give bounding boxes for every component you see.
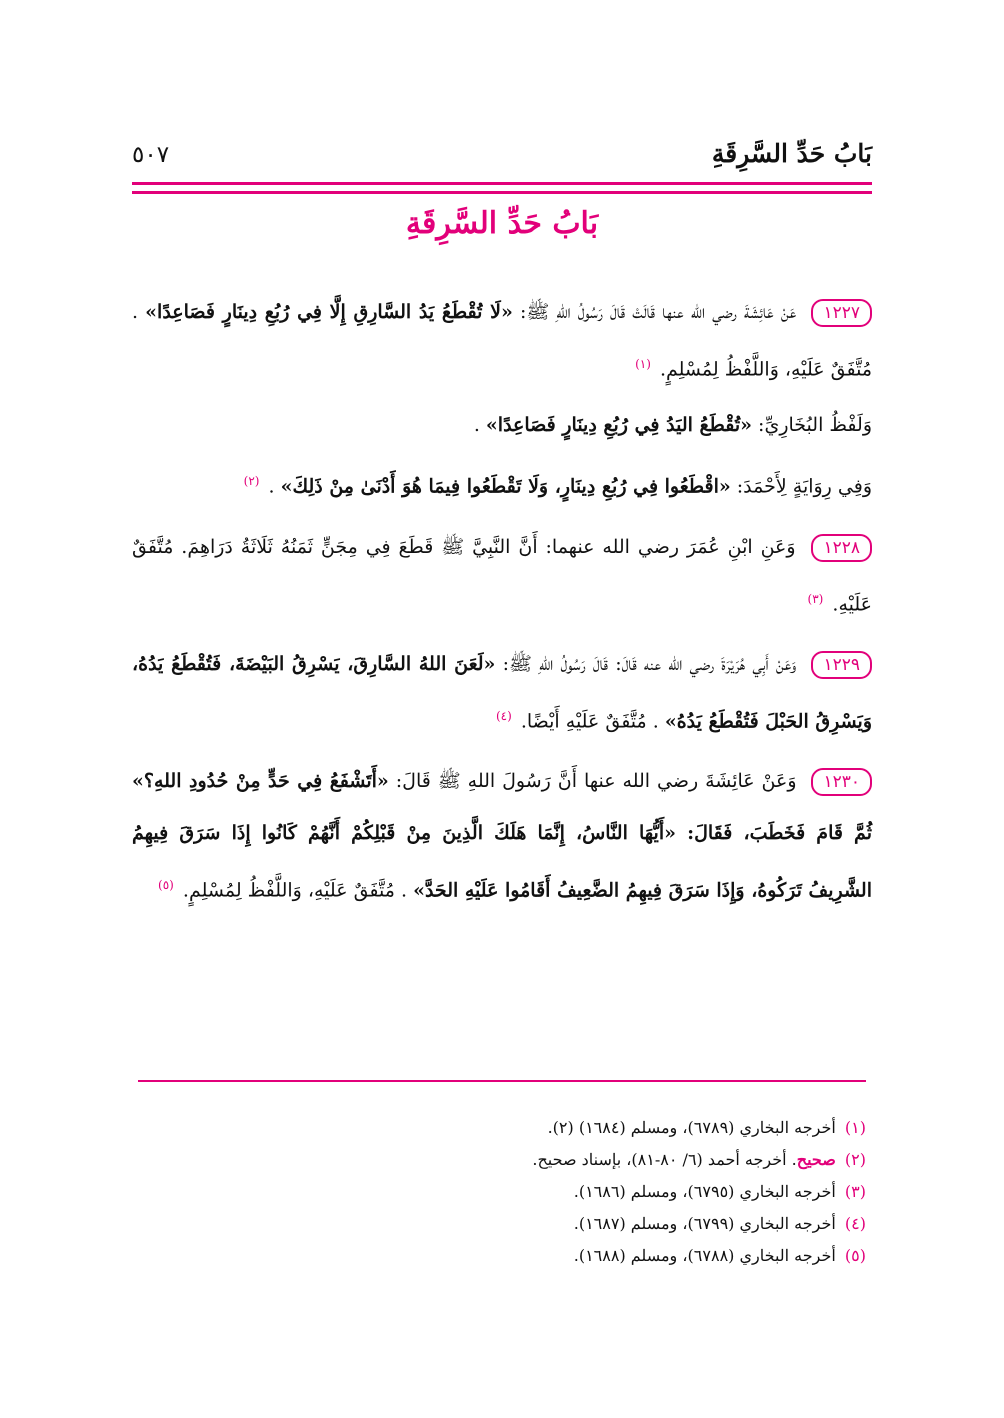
hadith-paragraph (132, 455, 872, 512)
footnote (132, 1240, 866, 1272)
isnad-text: وَلَفْظُ البُخَارِيِّ: (752, 414, 872, 437)
page-number: ٥٠٧ (132, 142, 170, 168)
footnote-number: (٣) (844, 1182, 866, 1201)
footnote-text: . أخرجه أحمد (٦/ ٨٠-٨١)، بإسناد صحيح. (532, 1150, 797, 1169)
isnad-text: وَعَنْ عَائِشَةَ رضي الله عنها أَنَّ رَسُولَ اللهِ ﷺ قَالَ: (388, 770, 797, 793)
source-text: . (268, 475, 275, 498)
hadith-paragraph (132, 286, 872, 395)
footnote-text: أخرجه البخاري (٦٧٨٩)، ومسلم (١٦٨٤) (٢). (547, 1118, 836, 1137)
source-text: . مُتَّفَقٌ عَلَيْهِ، وَاللَّفْظُ لِمُسْلِمٍ. (132, 301, 872, 381)
hadith-number-badge: ١٢٢٩ (811, 651, 872, 679)
source-text: . مُتَّفَقٌ عَلَيْهِ أَيْضًا. (520, 710, 659, 733)
hadith-number-badge: ١٢٢٧ (811, 299, 872, 327)
hadith-number-badge: ١٢٢٨ (811, 534, 872, 562)
hadith-text: «لَا تُقْطَعُ يَدُ السَّارِقِ إِلَّا فِي رُبُعِ دِينَارٍ فَصَاعِدًا» (145, 301, 513, 323)
chapter-title: بَابُ حَدِّ السَّرِقَةِ (405, 206, 599, 241)
footnote (132, 1112, 866, 1144)
header-rule-top (132, 182, 872, 185)
footnote (132, 1176, 866, 1208)
footnote-reference: (١) (635, 357, 651, 371)
footnote-text: أخرجه البخاري (٦٧٩٩)، ومسلم (١٦٨٧). (573, 1214, 836, 1233)
main-text (132, 286, 872, 921)
source-text: . (473, 414, 480, 437)
footnote-reference: (٢) (243, 474, 260, 489)
hadith-paragraph (132, 638, 872, 747)
isnad-text: وَفِي رِوَايَةٍ لِأَحْمَدَ: (730, 475, 872, 498)
footnote-separator (138, 1080, 866, 1082)
hadith-number-badge: ١٢٣٠ (811, 768, 872, 796)
hadith-paragraph (132, 755, 872, 916)
footnote-number: (١) (844, 1118, 866, 1137)
hadith-text: «تُقْطَعُ اليَدُ فِي رُبُعِ دِينَارٍ فَصَاعِدًا» (485, 414, 752, 437)
footnote (132, 1208, 866, 1240)
running-header (132, 128, 872, 168)
hadith-text: «اقْطَعُوا فِي رُبُعِ دِينَارٍ، وَلَا تَقْطَعُوا فِيمَا هُوَ أَدْنَىٰ مِنْ ذَلِكَ» (280, 475, 731, 498)
footnote-reference: (٣) (807, 591, 824, 606)
footnote-text: أخرجه البخاري (٦٧٨٨)، ومسلم (١٦٨٨). (573, 1246, 836, 1265)
hadith-text: «أَتَشْفَعُ فِي حَدٍّ مِنْ حُدُودِ اللهِ؟» ثُمَّ قَامَ فَخَطَبَ، فَقَالَ: «أَيُّهَا النَّاسُ، إِنَّمَا هَلَكَ الَّذِينَ مِنْ قَبْلِكُمْ أَنَّهُمْ كَانُوا إِذَا سَرَقَ فِيهِمُ الشَّرِيفُ تَرَكُوهُ، وَإِذَا سَرَقَ فِيهِمُ الضَّعِيفُ أَقَامُوا عَلَيْهِ الحَدَّ» (132, 770, 872, 902)
hadith-text: «لَعَنَ اللهُ السَّارِقَ، يَسْرِقُ البَيْضَةَ، فَتُقْطَعُ يَدُهُ، وَيَسْرِقُ الحَبْلَ فَتُقْطَعُ يَدُهُ» (132, 652, 872, 733)
header-rule-bottom (132, 191, 872, 194)
footnote-text: أخرجه البخاري (٦٧٩٥)، ومسلم (١٦٨٦). (573, 1182, 836, 1201)
footnote-number: (٤) (844, 1214, 866, 1233)
isnad-text: وَعَنْ أَبِي هُرَيْرَةَ رضي الله عنه قَالَ: قَالَ رَسُولُ اللهِ ﷺ: (495, 652, 797, 675)
source-text: . مُتَّفَقٌ عَلَيْهِ، وَاللَّفْظُ لِمُسْلِمٍ. (182, 879, 408, 902)
footnote-number: (٥) (844, 1246, 866, 1265)
footnotes (132, 1112, 866, 1272)
isnad-text: وَعَنِ ابْنِ عُمَرَ رضي الله عنهما: أَنَّ النَّبِيَّ ﷺ قَطَعَ فِي مِجَنٍّ ثَمَنُهُ ثَلَاثَةُ دَرَاهِمَ. مُتَّفَقٌ عَلَيْهِ. (132, 535, 872, 615)
footnote-number: (٢) (844, 1150, 866, 1169)
footnote-reference: (٥) (158, 878, 174, 893)
hadith-paragraph (132, 521, 872, 630)
footnote (132, 1144, 866, 1176)
hadith-paragraph (132, 399, 872, 451)
isnad-text: عَنْ عَائِشَةَ رضي الله عنها قَالَتْ قَالَ رَسُولُ اللهِ ﷺ: (512, 301, 797, 323)
footnote-reference: (٤) (495, 708, 512, 723)
footnote-grade: صحيح (796, 1150, 836, 1169)
running-title: بَابُ حَدِّ السَّرِقَةِ (711, 139, 872, 168)
